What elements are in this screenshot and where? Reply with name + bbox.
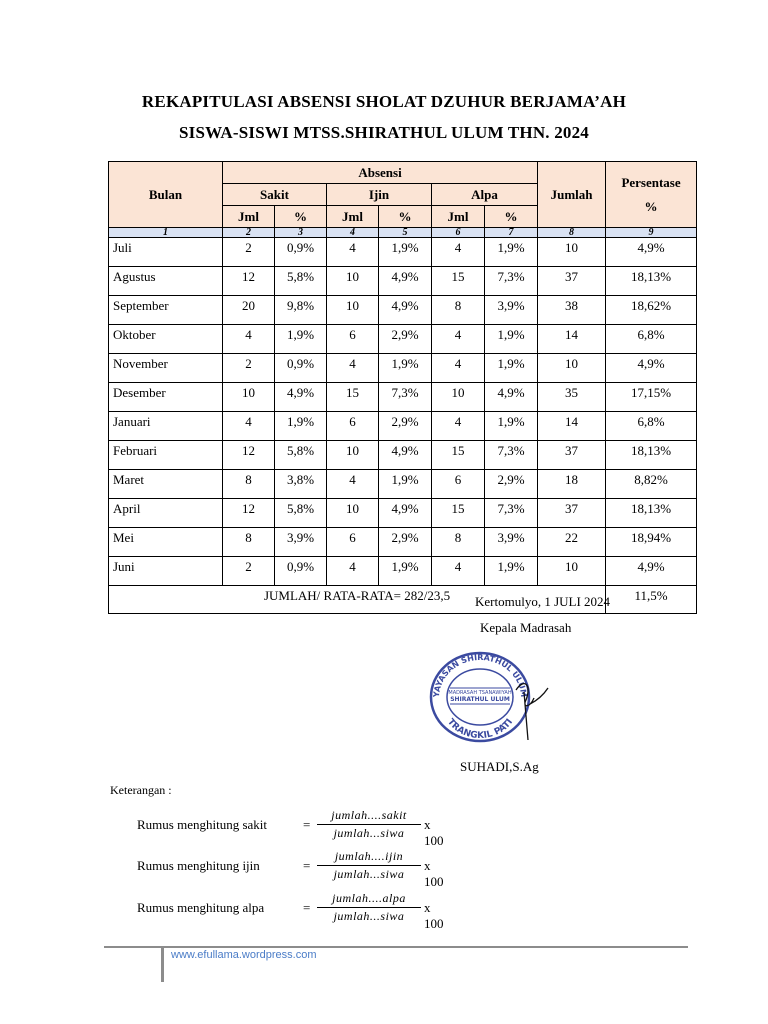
cell-persentase: 6,8% (606, 412, 697, 441)
cell-jumlah: 37 (538, 267, 606, 296)
cell-ijin-pct: 4,9% (379, 499, 432, 528)
cell-ijin-pct: 2,9% (379, 325, 432, 354)
header-absensi: Absensi (223, 162, 538, 184)
cell-sakit-pct: 0,9% (275, 238, 327, 267)
cell-alpa-jml: 4 (432, 238, 485, 267)
cell-sakit-pct: 0,9% (275, 354, 327, 383)
cell-sakit-jml: 12 (223, 499, 275, 528)
header-alpa-pct: % (485, 206, 538, 228)
cell-alpa-jml: 4 (432, 354, 485, 383)
cell-jumlah: 10 (538, 354, 606, 383)
cell-ijin-jml: 4 (327, 238, 379, 267)
cell-sakit-pct: 3,8% (275, 470, 327, 499)
column-number: 9 (606, 228, 697, 238)
formula-numerator: jumlah....sakit (317, 807, 421, 825)
formula-fraction (317, 890, 421, 924)
cell-sakit-pct: 0,9% (275, 557, 327, 586)
cell-sakit-jml: 4 (223, 412, 275, 441)
cell-ijin-pct: 4,9% (379, 296, 432, 325)
table-row (109, 557, 697, 586)
formula-label: Rumus menghitung alpa (137, 900, 265, 915)
header-sakit-jml: Jml (223, 206, 275, 228)
column-number: 4 (327, 228, 379, 238)
stamp-ring-bottom: TRANGKIL PATI (445, 717, 515, 742)
column-number: 1 (109, 228, 223, 238)
cell-alpa-jml: 15 (432, 267, 485, 296)
footer-website-link[interactable]: www.efullama.wordpress.com (171, 949, 317, 961)
cell-ijin-jml: 10 (327, 296, 379, 325)
cell-persentase: 4,9% (606, 354, 697, 383)
place-date: Kertomulyo, 1 JULI 2024 (475, 594, 611, 609)
cell-ijin-jml: 10 (327, 267, 379, 296)
cell-ijin-jml: 6 (327, 528, 379, 557)
cell-jumlah: 10 (538, 557, 606, 586)
signatory-name: SUHADI,S.Ag (460, 759, 539, 774)
cell-alpa-jml: 4 (432, 325, 485, 354)
table-row (109, 412, 697, 441)
cell-bulan: Januari (109, 412, 223, 441)
cell-alpa-jml: 15 (432, 441, 485, 470)
header-persentase-symbol: % (644, 198, 658, 214)
cell-alpa-pct: 1,9% (485, 238, 538, 267)
cell-ijin-pct: 1,9% (379, 470, 432, 499)
cell-alpa-pct: 7,3% (485, 441, 538, 470)
formula-denominator: jumlah...siwa (333, 826, 405, 840)
column-number: 6 (432, 228, 485, 238)
header-alpa: Alpa (432, 184, 538, 206)
cell-ijin-pct: 4,9% (379, 441, 432, 470)
cell-alpa-pct: 7,3% (485, 267, 538, 296)
footer-divider (104, 946, 688, 948)
cell-persentase: 18,94% (606, 528, 697, 557)
cell-ijin-pct: 1,9% (379, 557, 432, 586)
formula-label: Rumus menghitung sakit (137, 817, 267, 832)
formula-numerator: jumlah....alpa (317, 890, 421, 908)
header-persentase (606, 162, 697, 228)
total-label: JUMLAH/ RATA-RATA= 282/23,5 (109, 586, 606, 614)
formula-fraction (317, 848, 421, 882)
table-row (109, 325, 697, 354)
cell-alpa-pct: 1,9% (485, 412, 538, 441)
footer-vertical-bar (161, 946, 164, 982)
cell-bulan: Desember (109, 383, 223, 412)
document-title-line2: SISWA-SISWI MTSS.SHIRATHUL ULUM THN. 2024 (178, 123, 589, 142)
cell-bulan: Oktober (109, 325, 223, 354)
cell-ijin-jml: 10 (327, 441, 379, 470)
cell-alpa-pct: 2,9% (485, 470, 538, 499)
cell-sakit-pct: 1,9% (275, 412, 327, 441)
cell-ijin-jml: 6 (327, 412, 379, 441)
header-ijin: Ijin (327, 184, 432, 206)
cell-sakit-jml: 2 (223, 238, 275, 267)
cell-alpa-jml: 6 (432, 470, 485, 499)
header-bulan: Bulan (109, 162, 223, 228)
cell-jumlah: 35 (538, 383, 606, 412)
table-row (109, 528, 697, 557)
cell-ijin-pct: 1,9% (379, 238, 432, 267)
cell-sakit-jml: 10 (223, 383, 275, 412)
cell-sakit-jml: 12 (223, 441, 275, 470)
cell-sakit-jml: 8 (223, 470, 275, 499)
column-number: 5 (379, 228, 432, 238)
cell-ijin-pct: 2,9% (379, 528, 432, 557)
cell-sakit-pct: 5,8% (275, 267, 327, 296)
formula-fraction (317, 807, 421, 841)
table-row (109, 441, 697, 470)
cell-ijin-jml: 4 (327, 354, 379, 383)
cell-sakit-jml: 20 (223, 296, 275, 325)
cell-bulan: Juli (109, 238, 223, 267)
cell-sakit-pct: 5,8% (275, 441, 327, 470)
formula-multiplier: x 100 (424, 858, 444, 889)
header-jumlah: Jumlah (538, 162, 606, 228)
cell-sakit-pct: 3,9% (275, 528, 327, 557)
cell-persentase: 18,13% (606, 267, 697, 296)
cell-jumlah: 18 (538, 470, 606, 499)
cell-alpa-jml: 8 (432, 528, 485, 557)
formula-numerator: jumlah....ijin (317, 848, 421, 866)
cell-ijin-jml: 4 (327, 557, 379, 586)
cell-persentase: 6,8% (606, 325, 697, 354)
column-number-row (109, 228, 697, 238)
cell-ijin-jml: 6 (327, 325, 379, 354)
cell-ijin-pct: 7,3% (379, 383, 432, 412)
column-number: 2 (223, 228, 275, 238)
cell-sakit-pct: 1,9% (275, 325, 327, 354)
cell-alpa-pct: 3,9% (485, 528, 538, 557)
cell-bulan: Maret (109, 470, 223, 499)
cell-alpa-jml: 10 (432, 383, 485, 412)
cell-alpa-pct: 4,9% (485, 383, 538, 412)
cell-ijin-jml: 4 (327, 470, 379, 499)
cell-sakit-jml: 4 (223, 325, 275, 354)
formula-label: Rumus menghitung ijin (137, 858, 260, 873)
cell-ijin-pct: 1,9% (379, 354, 432, 383)
formula-denominator: jumlah...siwa (333, 909, 405, 923)
cell-jumlah: 14 (538, 412, 606, 441)
cell-sakit-jml: 8 (223, 528, 275, 557)
cell-ijin-jml: 10 (327, 499, 379, 528)
cell-ijin-pct: 4,9% (379, 267, 432, 296)
cell-persentase: 4,9% (606, 557, 697, 586)
school-stamp-icon (420, 648, 550, 743)
cell-sakit-jml: 12 (223, 267, 275, 296)
header-sakit: Sakit (223, 184, 327, 206)
cell-jumlah: 22 (538, 528, 606, 557)
cell-jumlah: 37 (538, 499, 606, 528)
column-number: 3 (275, 228, 327, 238)
cell-jumlah: 38 (538, 296, 606, 325)
stamp-center-line2: SHIRATHUL ULUM (450, 696, 510, 703)
formula-equals: = (303, 900, 311, 915)
cell-ijin-jml: 15 (327, 383, 379, 412)
cell-persentase: 18,62% (606, 296, 697, 325)
header-sakit-pct: % (275, 206, 327, 228)
header-ijin-pct: % (379, 206, 432, 228)
cell-alpa-jml: 8 (432, 296, 485, 325)
table-row (109, 238, 697, 267)
cell-ijin-pct: 2,9% (379, 412, 432, 441)
cell-bulan: Februari (109, 441, 223, 470)
cell-persentase: 8,82% (606, 470, 697, 499)
cell-bulan: Juni (109, 557, 223, 586)
cell-sakit-pct: 5,8% (275, 499, 327, 528)
cell-alpa-jml: 4 (432, 412, 485, 441)
cell-alpa-pct: 7,3% (485, 499, 538, 528)
table-row (109, 383, 697, 412)
cell-jumlah: 14 (538, 325, 606, 354)
cell-alpa-pct: 1,9% (485, 557, 538, 586)
table-row (109, 470, 697, 499)
formula-multiplier: x 100 (424, 817, 444, 848)
header-alpa-jml: Jml (432, 206, 485, 228)
cell-sakit-jml: 2 (223, 557, 275, 586)
formula-equals: = (303, 858, 311, 873)
cell-jumlah: 37 (538, 441, 606, 470)
attendance-table-body (109, 228, 697, 614)
cell-alpa-jml: 4 (432, 557, 485, 586)
table-row (109, 296, 697, 325)
cell-bulan: Mei (109, 528, 223, 557)
cell-alpa-pct: 3,9% (485, 296, 538, 325)
attendance-table (108, 161, 697, 614)
document-title-line1: REKAPITULASI ABSENSI SHOLAT DZUHUR BERJAMA’AH (141, 92, 627, 111)
header-ijin-jml: Jml (327, 206, 379, 228)
header-persentase-label: Persentase (621, 174, 681, 190)
table-row (109, 267, 697, 296)
cell-bulan: November (109, 354, 223, 383)
stamp-center-line1: MADRASAH TSANAWIYAH (448, 690, 512, 696)
cell-sakit-jml: 2 (223, 354, 275, 383)
column-number: 7 (485, 228, 538, 238)
cell-sakit-pct: 9,8% (275, 296, 327, 325)
keterangan-label: Keterangan : (110, 783, 172, 797)
cell-bulan: April (109, 499, 223, 528)
cell-sakit-pct: 4,9% (275, 383, 327, 412)
cell-alpa-pct: 1,9% (485, 354, 538, 383)
stamp-ring-top: YAYASAN SHIRATHUL ULUM (431, 652, 529, 698)
cell-alpa-jml: 15 (432, 499, 485, 528)
cell-persentase: 4,9% (606, 238, 697, 267)
cell-bulan: Agustus (109, 267, 223, 296)
total-persentase: 11,5% (606, 586, 697, 614)
formula-equals: = (303, 817, 311, 832)
cell-persentase: 18,13% (606, 441, 697, 470)
formula-multiplier: x 100 (424, 900, 444, 931)
cell-alpa-pct: 1,9% (485, 325, 538, 354)
table-row (109, 354, 697, 383)
cell-jumlah: 10 (538, 238, 606, 267)
cell-persentase: 17,15% (606, 383, 697, 412)
signatory-role: Kepala Madrasah (480, 620, 572, 635)
cell-bulan: September (109, 296, 223, 325)
formula-denominator: jumlah...siwa (333, 867, 405, 881)
table-row (109, 499, 697, 528)
svg-text:TRANGKIL PATI (445, 717, 515, 741)
cell-persentase: 18,13% (606, 499, 697, 528)
column-number: 8 (538, 228, 606, 238)
